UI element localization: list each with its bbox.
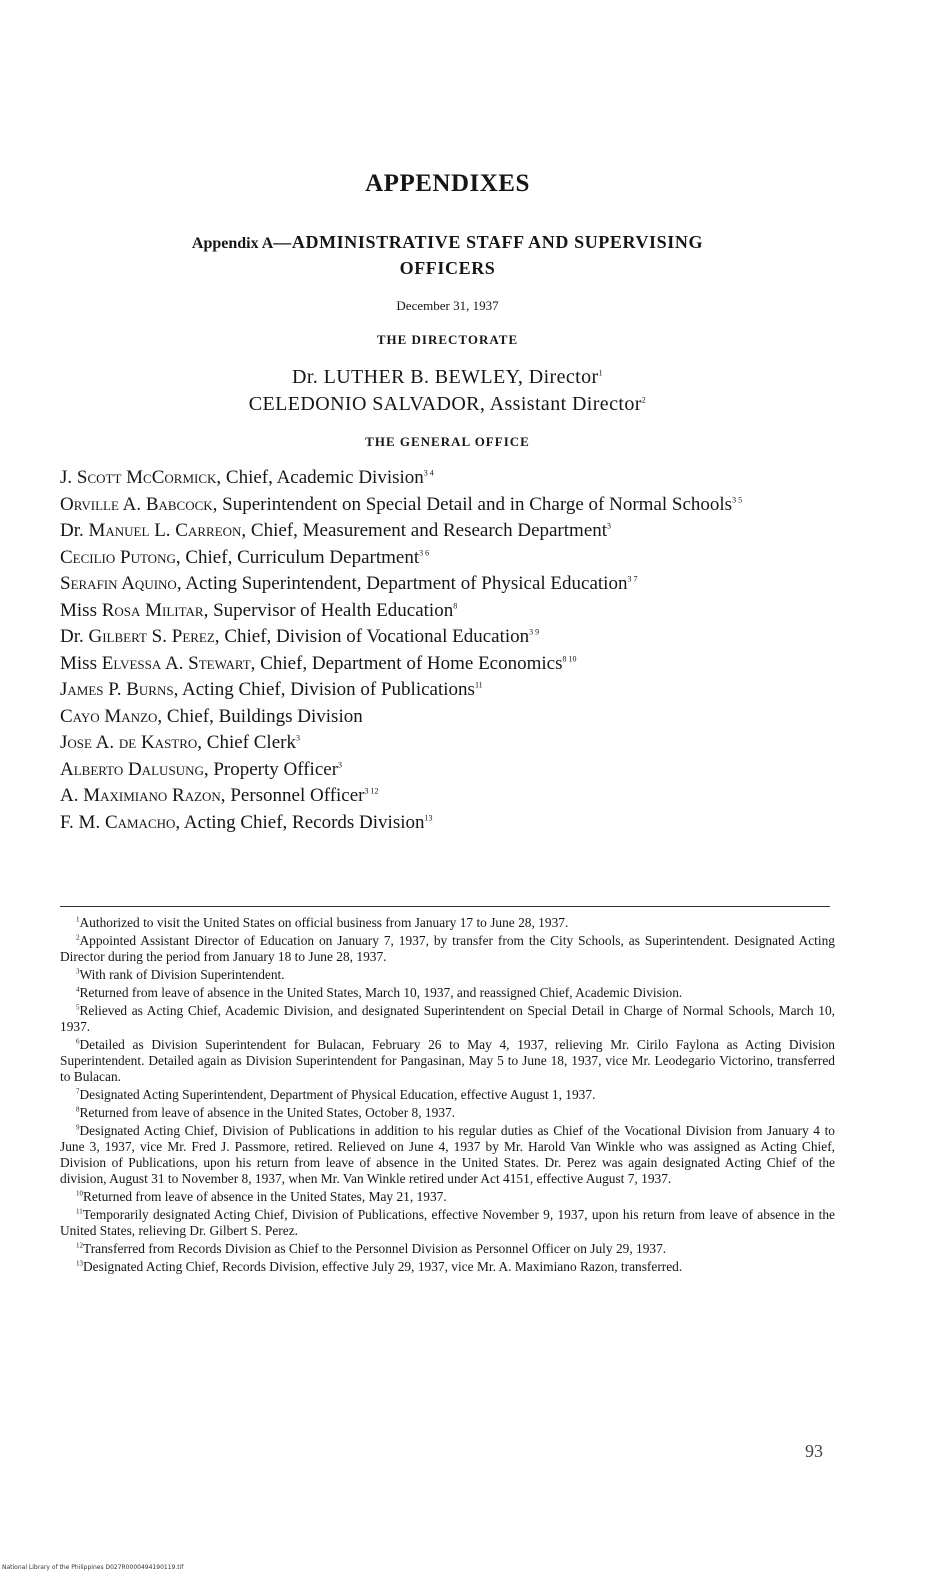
staff-entry (60, 571, 835, 598)
footnote-number: 6 (76, 1037, 80, 1046)
staff-role: Acting Superintendent, Department of Physical Education (185, 573, 628, 594)
section-heading-directorate: THE DIRECTORATE (376, 332, 519, 347)
assistant-director-name: CELEDONIO SALVADOR, (248, 393, 486, 415)
footnote-text: Returned from leave of absence in the United States, October 8, 1937. (79, 1105, 456, 1120)
footnote-ref: 11 (474, 680, 483, 690)
staff-name: A. Maximiano Razon, (60, 785, 226, 806)
staff-name: J. Scott McCormick, (60, 467, 222, 488)
director-title: Director (528, 366, 599, 388)
footnote-text: Designated Acting Chief, Records Division, effective July 29, 1937, vice Mr. A. Maximiano Razon, transferred. (83, 1259, 683, 1274)
staff-list (60, 465, 835, 836)
footnote-number: 12 (76, 1241, 83, 1250)
appendix-prefix: Appendix A (191, 235, 274, 252)
staff-role: Chief Clerk (206, 732, 296, 753)
footnote-number: 4 (76, 985, 80, 994)
staff-role: Superintendent on Special Detail and in Charge of Normal Schools (222, 493, 733, 515)
staff-entry (60, 757, 835, 784)
staff-entry (60, 810, 835, 837)
staff-name: Alberto Dalusung, (60, 758, 209, 780)
footnote-ref: 3 (607, 521, 612, 531)
footnote-text: With rank of Division Superintendent. (79, 967, 285, 982)
page-title: APPENDIXES (365, 170, 530, 197)
staff-entry (60, 783, 835, 810)
footnote-text: Appointed Assistant Director of Education on January 7, 1937, by transfer from the City Schools, as Superintendent. Designated Acting Director during the period from January 18 to June 28, 1937. (60, 933, 835, 964)
footnote-ref: 3 5 (732, 495, 743, 505)
footnote (60, 1105, 835, 1121)
staff-role: Property Officer (213, 758, 339, 780)
footnote-text: Temporarily designated Acting Chief, Division of Publications, effective November 9, 1937, upon his return from leave of absence in the United States, relieving Dr. Gilbert S. Perez. (60, 1207, 835, 1238)
footnote-ref: 8 (453, 601, 458, 611)
footnote (60, 967, 835, 983)
staff-role: Chief, Buildings Division (166, 705, 363, 727)
staff-entry (60, 518, 835, 545)
staff-prefix: Dr. (60, 520, 84, 541)
staff-entry (60, 624, 835, 651)
staff-role: Acting Chief, Division of Publications (182, 679, 475, 700)
report-date: December 31, 1937 (396, 298, 499, 313)
staff-entry (60, 651, 835, 678)
staff-role: Chief, Department of Home Economics (260, 652, 563, 674)
footnote-ref: 3 4 (423, 468, 434, 478)
staff-role: Chief, Division of Vocational Education (224, 626, 530, 647)
staff-role: Supervisor of Health Education (213, 599, 454, 621)
footnote-divider (60, 906, 830, 907)
page-number: 93 (805, 1441, 823, 1461)
footnote-ref: 13 (424, 813, 433, 823)
scan-credit: National Library of the Philippines D027R0000494190119.tif (2, 1564, 184, 1571)
footnote (60, 1241, 835, 1257)
footnote-text: Returned from leave of absence in the United States, May 21, 1937. (83, 1189, 447, 1204)
footnote-ref: 1 (598, 368, 603, 378)
footnote-number: 11 (76, 1207, 83, 1216)
footnote-ref: 3 (295, 733, 300, 743)
staff-name: Cayo Manzo, (60, 705, 163, 727)
staff-name: F. M. Camacho, (60, 811, 181, 833)
footnote (60, 985, 835, 1001)
staff-name: Orville A. Babcock, (60, 493, 218, 515)
footnote-number: 7 (76, 1087, 80, 1096)
appendix-title-line1: —ADMINISTRATIVE STAFF AND SUPERVISING (273, 232, 704, 252)
footnote-text: Designated Acting Superintendent, Department of Physical Education, effective August 1, 1937. (79, 1087, 596, 1102)
footnote-ref: 3 12 (364, 786, 379, 796)
footnote (60, 915, 835, 931)
director-name: Dr. LUTHER B. BEWLEY, (291, 366, 524, 388)
footnote-ref: 8 10 (562, 654, 577, 664)
footnote-ref: 3 9 (529, 627, 540, 637)
staff-role: Personnel Officer (230, 785, 365, 806)
staff-prefix: Dr. (60, 626, 84, 647)
document-page (60, 0, 835, 1574)
appendix-heading (60, 230, 835, 281)
footnote-text: Relieved as Acting Chief, Academic Division, and designated Superintendent on Special Detail in Charge of Normal Schools, March 10, 1937. (60, 1003, 835, 1034)
footnote-text: Transferred from Records Division as Chief to the Personnel Division as Personnel Officer on July 29, 1937. (83, 1241, 667, 1256)
assistant-director-entry (60, 393, 835, 416)
staff-name: Cecilio Putong, (60, 546, 181, 568)
footnote (60, 1189, 835, 1205)
staff-entry (60, 730, 835, 757)
staff-entry (60, 677, 835, 704)
footnote-number: 1 (76, 915, 80, 924)
footnote (60, 1259, 835, 1275)
staff-role: Chief, Measurement and Research Department (250, 520, 608, 541)
staff-name: Rosa Militar, (101, 599, 209, 621)
footnote (60, 1037, 835, 1085)
footnote-ref: 3 (338, 760, 343, 770)
staff-prefix: Miss (60, 652, 97, 674)
footnote-number: 8 (76, 1105, 80, 1114)
staff-name: James P. Burns, (60, 679, 179, 700)
staff-prefix: Miss (60, 599, 97, 621)
footnote (60, 1003, 835, 1035)
footnote (60, 1207, 835, 1239)
appendix-title-line2: OFFICERS (399, 258, 496, 278)
footnote-ref: 2 (641, 395, 647, 405)
staff-name: Manuel L. Carreon, (88, 520, 247, 541)
staff-role: Chief, Curriculum Department (185, 546, 420, 568)
appendix-heading-line1 (60, 230, 835, 256)
staff-name: Jose A. de Kastro, (60, 732, 203, 753)
footnote-ref: 3 7 (627, 574, 638, 584)
staff-entry (60, 704, 835, 731)
staff-role: Chief, Academic Division (225, 467, 424, 488)
staff-entry (60, 598, 835, 625)
footnote-text: Designated Acting Chief, Division of Publications in addition to his regular duties as Chief of the Vocational Division from January 4 to June 3, 1937, vice Mr. Fred J. Passmore, retired. Relieved on June 4, 1937 by Mr. Harold Van Winkle who was assigned as Acting Chief, Division of Publications, upon his return from leave of absence in the United States. Dr. Perez was again designated Acting Chief of the division, August 31 to November 8, 1937, when Mr. Van Winkle retired under Act 4151, effective August 7, 1937. (60, 1123, 835, 1186)
staff-name: Elvessa A. Stewart, (101, 652, 256, 674)
footnote-text: Detailed as Division Superintendent for Bulacan, February 26 to May 4, 1937, relieving Mr. Cirilo Faylona as Acting Division Superintendent. Detailed again as Division Superintendent for Pangasinan, May 5 to June 18, 1937, vice Mr. Leodegario Victorino, transferred to Bulacan. (60, 1037, 835, 1084)
footnote-number: 9 (76, 1123, 80, 1132)
director-entry (60, 366, 835, 389)
staff-entry (60, 465, 835, 492)
footnote (60, 1087, 835, 1103)
staff-role: Acting Chief, Records Division (183, 811, 425, 833)
staff-entry (60, 545, 835, 572)
section-heading-general-office: THE GENERAL OFFICE (365, 434, 530, 449)
footnote-number: 5 (76, 1003, 80, 1012)
staff-name: Serafin Aquino, (60, 573, 182, 594)
assistant-director-title: Assistant Director (489, 393, 642, 415)
staff-name: Gilbert S. Perez, (88, 626, 220, 647)
footnote-number: 10 (76, 1189, 83, 1198)
footnote (60, 933, 835, 965)
footnote-number: 13 (76, 1259, 83, 1268)
footnote (60, 1123, 835, 1187)
footnote-number: 2 (76, 933, 80, 942)
staff-entry (60, 492, 835, 519)
footnote-text: Authorized to visit the United States on official business from January 17 to June 28, 1937. (79, 915, 569, 930)
footnotes (60, 915, 835, 1277)
footnote-number: 3 (76, 967, 80, 976)
footnote-ref: 3 6 (419, 548, 430, 558)
footnote-text: Returned from leave of absence in the United States, March 10, 1937, and reassigned Chief, Academic Division. (79, 985, 683, 1000)
